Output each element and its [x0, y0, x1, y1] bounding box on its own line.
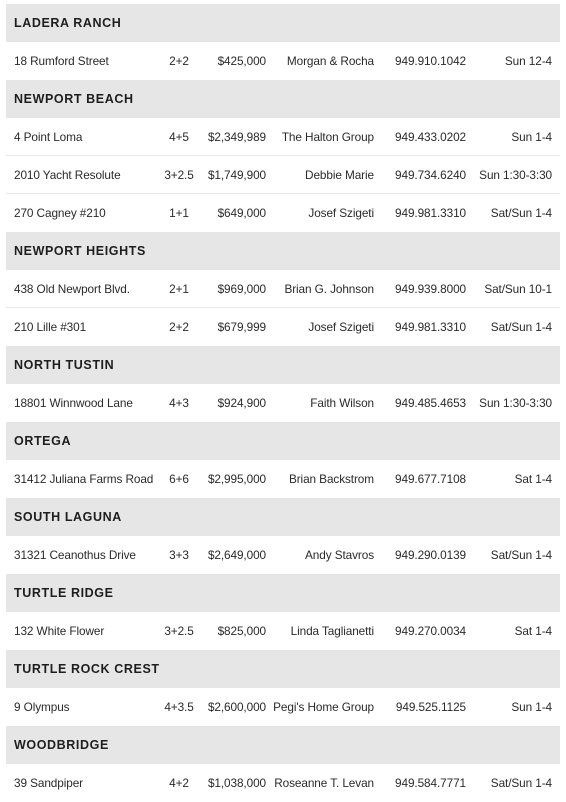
listing-beds-baths: 2+2	[169, 54, 189, 68]
listing-agent: Morgan & Rocha	[286, 54, 374, 68]
listing-address: 18801 Winnwood Lane	[14, 396, 133, 410]
listing-phone: 949.584.7771	[395, 776, 466, 790]
listing-row	[6, 612, 560, 650]
listing-agent: Linda Taglianetti	[290, 624, 374, 638]
listing-open-time: Sat/Sun 1-4	[490, 548, 552, 562]
listing-agent: Josef Szigeti	[308, 320, 374, 334]
listing-row	[6, 688, 560, 726]
listing-address: 9 Olympus	[14, 700, 70, 714]
area-header: ORTEGA	[6, 422, 560, 460]
listing-beds-baths: 4+3	[169, 396, 189, 410]
listing-beds-baths: 3+2.5	[164, 168, 194, 182]
listing-agent: Pegi's Home Group	[273, 700, 374, 714]
area-section	[0, 346, 566, 422]
listing-row	[6, 536, 560, 574]
listing-price: $425,000	[217, 54, 266, 68]
listing-agent: Josef Szigeti	[308, 206, 374, 220]
area-section	[0, 650, 566, 726]
listing-address: 270 Cagney #210	[14, 206, 106, 220]
listing-price: $2,649,000	[207, 548, 266, 562]
listing-address: 31412 Juliana Farms Road	[14, 472, 154, 486]
area-header: NEWPORT HEIGHTS	[6, 232, 560, 270]
listing-row	[6, 270, 560, 308]
area-section	[0, 498, 566, 574]
area-header: NORTH TUSTIN	[6, 346, 560, 384]
listing-address: 438 Old Newport Blvd.	[14, 282, 130, 296]
listing-open-time: Sat 1-4	[514, 472, 552, 486]
listing-address: 39 Sandpiper	[14, 776, 83, 790]
listing-address: 210 Lille #301	[14, 320, 87, 334]
listing-beds-baths: 2+2	[169, 320, 189, 334]
listing-agent: Andy Stavros	[305, 548, 374, 562]
area-header: TURTLE RIDGE	[6, 574, 560, 612]
listing-phone: 949.734.6240	[395, 168, 466, 182]
listing-row	[6, 156, 560, 194]
listing-phone: 949.981.3310	[395, 206, 466, 220]
area-section	[0, 232, 566, 346]
area-header: TURTLE ROCK CREST	[6, 650, 560, 688]
listing-price: $1,038,000	[207, 776, 266, 790]
listing-phone: 949.939.8000	[395, 282, 466, 296]
area-section	[0, 4, 566, 80]
area-header: LADERA RANCH	[6, 4, 560, 42]
listing-phone: 949.270.0034	[395, 624, 466, 638]
listing-row	[6, 384, 560, 422]
listing-phone: 949.910.1042	[395, 54, 466, 68]
listing-row	[6, 308, 560, 346]
listing-row	[6, 194, 560, 232]
listing-agent: Faith Wilson	[310, 396, 374, 410]
listing-beds-baths: 4+5	[169, 130, 189, 144]
listing-price: $2,349,989	[207, 130, 266, 144]
listing-price: $969,000	[217, 282, 266, 296]
listing-open-time: Sat/Sun 1-4	[490, 320, 552, 334]
listing-open-time: Sat/Sun 10-1	[484, 282, 552, 296]
area-section	[0, 422, 566, 498]
listing-address: 2010 Yacht Resolute	[14, 168, 121, 182]
listing-open-time: Sat 1-4	[514, 624, 552, 638]
listing-beds-baths: 6+6	[169, 472, 189, 486]
listing-price: $649,000	[217, 206, 266, 220]
listing-open-time: Sun 1-4	[511, 700, 552, 714]
area-section	[0, 574, 566, 650]
listing-agent: Brian Backstrom	[288, 472, 374, 486]
listing-price: $924,900	[217, 396, 266, 410]
listing-agent: Debbie Marie	[305, 168, 374, 182]
listing-price: $679,999	[217, 320, 266, 334]
listing-address: 4 Point Loma	[14, 130, 83, 144]
listing-price: $825,000	[217, 624, 266, 638]
listing-phone: 949.433.0202	[395, 130, 466, 144]
listing-row	[6, 42, 560, 80]
listing-open-time: Sat/Sun 1-4	[490, 776, 552, 790]
listing-phone: 949.677.7108	[395, 472, 466, 486]
listing-open-time: Sun 1:30-3:30	[479, 168, 552, 182]
listing-address: 132 White Flower	[14, 624, 105, 638]
listing-open-time: Sat/Sun 1-4	[490, 206, 552, 220]
area-header: NEWPORT BEACH	[6, 80, 560, 118]
listing-phone: 949.525.1125	[395, 700, 466, 714]
listing-beds-baths: 4+2	[169, 776, 189, 790]
listing-beds-baths: 4+3.5	[164, 700, 194, 714]
listing-beds-baths: 2+1	[169, 282, 189, 296]
listing-row	[6, 118, 560, 156]
listing-row	[6, 764, 560, 802]
area-header: WOODBRIDGE	[6, 726, 560, 764]
area-section	[0, 80, 566, 232]
listing-agent: Roseanne T. Levan	[274, 776, 374, 790]
listing-beds-baths: 3+3	[169, 548, 189, 562]
area-section	[0, 726, 566, 802]
listing-price: $1,749,900	[207, 168, 266, 182]
listing-address: 31321 Ceanothus Drive	[14, 548, 136, 562]
listing-address: 18 Rumford Street	[14, 54, 109, 68]
listing-phone: 949.290.0139	[395, 548, 466, 562]
listing-open-time: Sun 1:30-3:30	[479, 396, 552, 410]
listing-open-time: Sun 1-4	[511, 130, 552, 144]
listing-phone: 949.981.3310	[395, 320, 466, 334]
listing-price: $2,995,000	[207, 472, 266, 486]
listing-row	[6, 460, 560, 498]
listing-price: $2,600,000	[207, 700, 266, 714]
listing-beds-baths: 1+1	[169, 206, 189, 220]
listing-beds-baths: 3+2.5	[164, 624, 194, 638]
listing-agent: Brian G. Johnson	[284, 282, 374, 296]
listing-phone: 949.485.4653	[395, 396, 466, 410]
listing-open-time: Sun 12-4	[504, 54, 552, 68]
listing-agent: The Halton Group	[281, 130, 374, 144]
area-header: SOUTH LAGUNA	[6, 498, 560, 536]
